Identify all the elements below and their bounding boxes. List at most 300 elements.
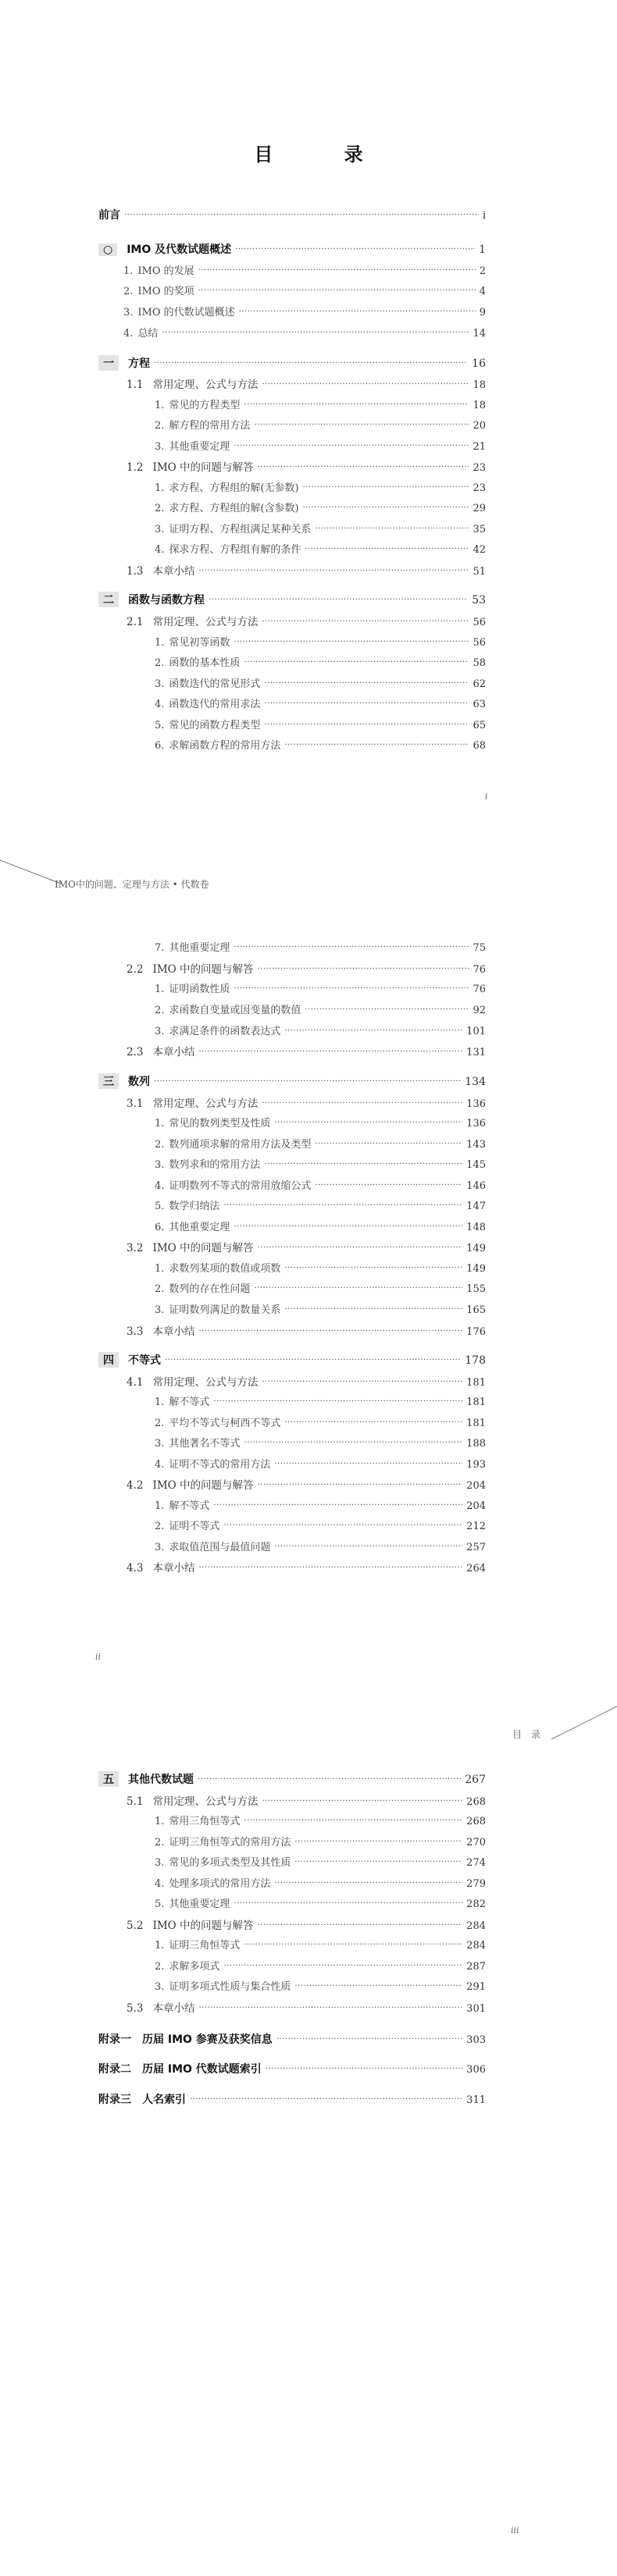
toc-entry — [155, 1978, 486, 1995]
entry-title: 求满足条件的函数表达式 — [169, 1026, 281, 1037]
toc-entry — [123, 325, 486, 342]
item-number: 1. — [155, 1940, 165, 1952]
toc-entry — [155, 1414, 486, 1432]
dot-leader — [284, 741, 469, 749]
item-number: 1. — [155, 400, 165, 411]
dot-leader — [262, 1797, 462, 1806]
toc-entry — [98, 1352, 486, 1369]
entry-title: IMO 中的问题与解答 — [152, 1479, 254, 1492]
page-number: 270 — [466, 1837, 486, 1848]
page-number: 204 — [466, 1500, 486, 1512]
toc-entry — [155, 1023, 486, 1040]
page-number: 267 — [465, 1774, 486, 1786]
entry-title: 数学归纳法 — [169, 1201, 220, 1212]
dot-leader — [198, 1048, 462, 1056]
toc-entry — [127, 613, 486, 630]
dot-leader — [258, 1921, 463, 1930]
dot-leader — [244, 400, 469, 409]
page-number: 274 — [466, 1857, 486, 1869]
entry-title: 证明数列满足的数量关系 — [169, 1304, 281, 1316]
dot-leader — [223, 1201, 462, 1210]
toc-entry — [155, 1115, 486, 1132]
chapter-number: 三 — [98, 1073, 119, 1089]
page-number: 63 — [473, 699, 486, 710]
chapter-number: ○ — [98, 244, 117, 256]
toc-entry — [155, 1435, 486, 1452]
entry-title: 平均不等式与柯西不等式 — [169, 1418, 281, 1429]
item-number: 4. — [155, 1459, 165, 1471]
dot-leader — [244, 1816, 462, 1825]
chapter-number: 四 — [98, 1352, 119, 1368]
dot-leader — [198, 567, 469, 575]
dot-leader — [305, 1005, 469, 1014]
page-number: 268 — [466, 1816, 486, 1827]
item-number: 2. — [155, 1005, 165, 1016]
page-number: 188 — [466, 1438, 486, 1450]
dot-leader — [284, 1305, 462, 1314]
toc-entry — [127, 375, 486, 393]
page-number: 76 — [473, 964, 486, 976]
page-number: 23 — [473, 482, 486, 494]
page-number: 58 — [473, 657, 486, 669]
page-number: 146 — [466, 1180, 486, 1192]
toc-entry — [155, 1937, 486, 1954]
page-number: 131 — [466, 1047, 486, 1059]
dot-leader — [258, 965, 469, 973]
entry-title: 方程 — [128, 358, 150, 370]
dot-leader — [262, 617, 469, 626]
toc-entry — [155, 1539, 486, 1556]
dot-leader — [284, 1418, 462, 1427]
dot-leader — [315, 525, 469, 533]
page-number: 264 — [466, 1563, 486, 1574]
dot-leader — [274, 1879, 462, 1888]
item-number: 2. — [155, 1139, 165, 1151]
item-number: 1. — [155, 1263, 165, 1275]
item-number: 3. — [155, 1438, 165, 1450]
dot-leader — [262, 380, 469, 389]
toc-entry — [155, 1517, 486, 1535]
running-header-page-3: 目 录 — [512, 1729, 541, 1740]
dot-leader — [223, 1962, 462, 1970]
page-number: 21 — [473, 441, 486, 453]
toc-entry — [155, 939, 486, 956]
page-number: 148 — [466, 1222, 486, 1233]
page-number: 257 — [466, 1542, 486, 1553]
dot-leader — [239, 308, 476, 316]
entry-title: IMO 的发展 — [137, 265, 194, 277]
page-number: 155 — [466, 1283, 486, 1295]
entry-title: 求取值范围与最值问题 — [169, 1542, 271, 1553]
item-number: 6. — [155, 740, 165, 752]
page-number: 56 — [473, 617, 486, 628]
entry-title: 本章小结 — [152, 2002, 195, 2015]
entry-title: 证明多项式性质与集合性质 — [169, 1981, 291, 1993]
entry-title: 函数与函数方程 — [128, 594, 205, 607]
dot-leader — [234, 1899, 462, 1908]
dot-leader — [213, 1397, 462, 1406]
page-number: 75 — [473, 942, 486, 954]
item-number: 7. — [155, 942, 165, 954]
section-number: 4.3 — [127, 1562, 144, 1574]
entry-title: 求解函数方程的常用方法 — [169, 740, 281, 752]
entry-title: 函数的基本性质 — [169, 657, 241, 669]
page-number: 65 — [473, 720, 486, 731]
entry-title: 其他重要定理 — [169, 1222, 230, 1233]
entry-title: 函数迭代的常见形式 — [169, 678, 261, 690]
page-number: 306 — [466, 2064, 486, 2076]
entry-title: 常用定理、公式与方法 — [152, 1376, 259, 1389]
page-number: 181 — [466, 1397, 486, 1408]
entry-title: 解不等式 — [169, 1500, 210, 1512]
entry-title: 本章小结 — [152, 1562, 195, 1574]
dot-leader — [213, 1501, 462, 1510]
dot-leader — [254, 1284, 462, 1293]
dot-leader — [315, 1140, 462, 1148]
entry-title: 常用定理、公式与方法 — [152, 1795, 259, 1808]
toc-entry — [123, 262, 486, 279]
entry-title: 前言 — [98, 209, 120, 222]
entry-title: 求函数自变量或因变量的数值 — [169, 1005, 301, 1016]
entry-title: 数列求和的常用方法 — [169, 1159, 261, 1171]
item-number: 2. — [155, 1961, 165, 1973]
item-number: 1. — [155, 1500, 165, 1512]
page-number: 282 — [466, 1898, 486, 1910]
toc-entry — [98, 592, 486, 609]
page-number: 181 — [466, 1377, 486, 1389]
entry-title: 求方程、方程组的解(无参数) — [169, 482, 299, 494]
page-number: 18 — [473, 379, 486, 391]
section-number: 5.3 — [127, 2002, 144, 2015]
dot-leader — [274, 1460, 462, 1468]
entry-title: 常见的方程类型 — [169, 400, 241, 411]
toc-entry — [127, 1476, 486, 1493]
page-number: 212 — [466, 1521, 486, 1532]
dot-leader — [244, 658, 469, 667]
entry-title: 求解多项式 — [169, 1961, 220, 1973]
toc-entry — [155, 1834, 486, 1851]
entry-title: 本章小结 — [152, 1046, 195, 1059]
page-number: 92 — [473, 1005, 486, 1016]
item-number: 5. — [155, 1898, 165, 1910]
entry-title: 常用三角恒等式 — [169, 1816, 241, 1827]
toc-entry — [155, 980, 486, 998]
item-number: 4. — [155, 1180, 165, 1192]
page-number: 311 — [466, 2094, 486, 2106]
dot-leader — [198, 286, 476, 295]
entry-title: 解方程的常用方法 — [169, 420, 251, 432]
section-number: 1.1 — [127, 379, 144, 391]
entry-title: 求方程、方程组的解(含参数) — [169, 503, 299, 514]
entry-title: 处理多项式的常用方法 — [169, 1878, 271, 1890]
entry-title: IMO 的代数试题概述 — [137, 307, 235, 318]
entry-title: 常见的函数方程类型 — [169, 720, 261, 731]
dot-leader — [254, 421, 469, 429]
dot-leader — [234, 442, 469, 450]
dot-leader — [162, 329, 469, 337]
toc-entry — [127, 1094, 486, 1112]
item-number: 5. — [155, 720, 165, 731]
page-number: 136 — [466, 1118, 486, 1130]
entry-title: IMO 及代数试题概述 — [127, 244, 232, 256]
page-number: 136 — [466, 1098, 486, 1110]
page-number: 284 — [466, 1940, 486, 1952]
page-number: 176 — [466, 1326, 486, 1338]
entry-title: IMO 中的问题与解答 — [152, 1920, 254, 1932]
page-number: 165 — [466, 1304, 486, 1316]
page-number: 68 — [473, 740, 486, 752]
dot-leader — [165, 1356, 461, 1364]
item-number: 3. — [155, 1981, 165, 1993]
running-header-page-2: IMO中的问题、定理与方法 • 代数卷 — [55, 879, 209, 890]
toc-entry — [155, 1301, 486, 1318]
toc-entry — [155, 675, 486, 692]
item-number: 6. — [155, 1222, 165, 1233]
dot-leader — [284, 1264, 462, 1272]
entry-title: 本章小结 — [152, 565, 195, 578]
dot-leader — [258, 1481, 463, 1489]
page-number: 51 — [473, 566, 486, 578]
toc-entry — [155, 438, 486, 455]
toc-entry — [155, 1197, 486, 1215]
item-number: 5. — [155, 1201, 165, 1212]
page-title: 目 录 — [254, 144, 390, 165]
dot-leader — [284, 1026, 462, 1035]
section-number: 5.2 — [127, 1920, 144, 1932]
dot-leader — [234, 984, 469, 993]
item-number: 3. — [155, 1542, 165, 1553]
section-number: 3.1 — [127, 1098, 144, 1110]
toc-entry — [98, 1073, 486, 1091]
page-number: 147 — [466, 1201, 486, 1212]
item-number: 4. — [155, 699, 165, 710]
toc-entry — [155, 397, 486, 414]
item-number: 1. — [155, 984, 165, 995]
page-number: 4 — [479, 286, 486, 297]
item-number: 2. — [155, 1837, 165, 1848]
toc-entry — [127, 562, 486, 579]
dot-leader — [258, 463, 469, 471]
toc-entry — [155, 717, 486, 734]
dot-leader — [124, 211, 479, 219]
entry-title: 证明不等式的常用方法 — [169, 1459, 271, 1471]
dot-leader — [234, 638, 469, 646]
item-number: 3. — [155, 1857, 165, 1869]
dot-leader — [315, 1181, 462, 1190]
dot-leader — [274, 1542, 462, 1551]
dot-leader — [235, 245, 475, 254]
entry-title: 数列 — [128, 1076, 150, 1088]
dot-leader — [198, 1564, 462, 1572]
entry-title: IMO 中的问题与解答 — [152, 461, 254, 474]
toc-entry — [127, 458, 486, 475]
toc-entry — [155, 417, 486, 434]
entry-title: 解不等式 — [169, 1397, 210, 1408]
item-number: 4. — [155, 544, 165, 556]
dot-leader — [274, 1119, 462, 1127]
item-number: 1. — [155, 637, 165, 649]
toc-entry — [155, 737, 486, 754]
toc-entry — [98, 355, 486, 372]
dot-leader — [244, 1941, 462, 1949]
page-number: 303 — [466, 2034, 486, 2046]
item-number: 2. — [155, 503, 165, 514]
toc-entry — [155, 1136, 486, 1153]
section-number: 5.1 — [127, 1795, 144, 1808]
entry-title: 常见的多项式类型及其性质 — [169, 1857, 291, 1869]
entry-title: 证明函数性质 — [169, 984, 230, 995]
toc-entry — [98, 1771, 486, 1788]
entry-title: 常见的数列类型及性质 — [169, 1118, 271, 1130]
item-number: 3. — [155, 678, 165, 690]
dot-leader — [198, 266, 476, 275]
page-number: 1 — [479, 244, 486, 256]
toc-entry — [127, 1559, 486, 1576]
page-number: 279 — [466, 1878, 486, 1890]
entry-title: 其他重要定理 — [169, 1898, 230, 1910]
chapter-number: 五 — [98, 1771, 119, 1787]
section-number: 4.1 — [127, 1376, 144, 1389]
item-number: 2. — [155, 1521, 165, 1532]
dot-leader — [154, 359, 468, 368]
entry-title: 求数列某项的数值或项数 — [169, 1263, 281, 1275]
entry-title: 证明数列不等式的常用放缩公式 — [169, 1180, 312, 1192]
folio-page-1: i — [485, 792, 488, 802]
page-number: 181 — [466, 1418, 486, 1429]
toc-entry — [155, 1813, 486, 1830]
entry-title: 证明方程、方程组满足某种关系 — [169, 524, 312, 535]
toc-entry — [98, 2061, 486, 2078]
page-number: 18 — [473, 400, 486, 411]
toc-entry — [123, 304, 486, 321]
toc-entry — [123, 283, 486, 300]
item-number: 4. — [123, 328, 134, 340]
toc-entry — [127, 1999, 486, 2016]
page-number: 76 — [473, 984, 486, 995]
entry-title: 常用定理、公式与方法 — [152, 616, 259, 628]
page-number: 20 — [473, 420, 486, 432]
toc-entry — [155, 654, 486, 671]
toc-entry — [98, 2091, 486, 2108]
dot-leader — [264, 720, 469, 729]
dot-leader — [294, 1858, 462, 1866]
item-number: 2. — [155, 420, 165, 432]
dot-leader — [264, 699, 469, 708]
folio-page-3: iii — [511, 2525, 519, 2535]
dot-leader — [154, 1077, 461, 1086]
page-number: 35 — [473, 524, 486, 535]
entry-title: IMO 的奖项 — [137, 286, 194, 297]
item-number: 3. — [155, 1026, 165, 1037]
toc-entry — [155, 521, 486, 538]
toc-entry — [155, 1260, 486, 1277]
entry-title: 证明三角恒等式 — [169, 1940, 241, 1952]
entry-title: IMO 中的问题与解答 — [152, 963, 254, 976]
page-number: 178 — [465, 1354, 486, 1367]
dot-leader — [234, 943, 469, 952]
toc-entry — [155, 1958, 486, 1975]
item-number: 4. — [155, 1878, 165, 1890]
section-number: 2.2 — [127, 963, 144, 976]
chapter-number: 一 — [98, 355, 119, 371]
page-number: 149 — [466, 1263, 486, 1275]
page-number: i — [482, 210, 486, 222]
page-number: 29 — [473, 503, 486, 514]
dot-leader — [276, 2035, 462, 2044]
dot-leader — [264, 1160, 462, 1169]
dot-leader — [266, 2065, 462, 2073]
dot-leader — [294, 1838, 462, 1846]
page-number: 101 — [466, 1026, 486, 1037]
toc-entry — [127, 1322, 486, 1340]
entry-title: 数列通项求解的常用方法及类型 — [169, 1139, 312, 1151]
toc-entry — [127, 1792, 486, 1809]
toc-entry — [127, 1373, 486, 1390]
item-number: 2. — [155, 657, 165, 669]
item-number: 1. — [155, 1397, 165, 1408]
section-number: 3.3 — [127, 1325, 144, 1338]
entry-title: 常用定理、公式与方法 — [152, 379, 259, 391]
toc-entry — [155, 1002, 486, 1019]
toc-entry — [155, 479, 486, 496]
dot-leader — [303, 483, 469, 492]
toc-entry — [98, 241, 486, 258]
item-number: 2. — [123, 286, 134, 297]
item-number: 1. — [155, 1816, 165, 1827]
entry-title: 常见初等函数 — [169, 637, 230, 649]
item-number: 2. — [155, 1283, 165, 1295]
dot-leader — [294, 1982, 462, 1991]
item-number: 3. — [123, 307, 134, 318]
toc-entry — [127, 1239, 486, 1256]
toc-entry — [155, 1177, 486, 1194]
chapter-number: 二 — [98, 592, 119, 607]
page-number: 193 — [466, 1459, 486, 1471]
toc-entry — [155, 1875, 486, 1892]
entry-title: 数列的存在性问题 — [169, 1283, 251, 1295]
entry-title: 其他重要定理 — [169, 441, 230, 453]
item-number: 2. — [155, 1418, 165, 1429]
entry-title: 探求方程、方程组有解的条件 — [169, 544, 301, 556]
page-number: 14 — [473, 328, 486, 340]
toc-entry — [155, 541, 486, 558]
dot-leader — [262, 1378, 462, 1386]
toc-entry — [155, 1895, 486, 1912]
page-number: 2 — [479, 265, 486, 277]
page-number: 287 — [466, 1961, 486, 1973]
dot-leader — [305, 545, 469, 553]
entry-title: 函数迭代的常用求法 — [169, 699, 261, 710]
page-number: 284 — [466, 1920, 486, 1932]
toc-entry — [127, 960, 486, 977]
entry-title: 证明三角恒等式的常用方法 — [169, 1837, 291, 1848]
section-number: 1.3 — [127, 565, 144, 578]
toc-entry — [155, 1156, 486, 1173]
dot-leader — [244, 1439, 462, 1447]
item-number: 1. — [123, 265, 134, 277]
toc-entry — [127, 1916, 486, 1934]
page-number: 42 — [473, 544, 486, 556]
section-number: 3.2 — [127, 1242, 144, 1254]
item-number: 3. — [155, 1304, 165, 1316]
section-number: 2.3 — [127, 1046, 144, 1059]
item-number: 3. — [155, 524, 165, 535]
section-number: 4.2 — [127, 1479, 144, 1492]
entry-title: 总结 — [137, 328, 159, 340]
toc-entry — [155, 1456, 486, 1473]
dot-leader — [198, 2004, 462, 2012]
toc-entry — [98, 207, 486, 224]
